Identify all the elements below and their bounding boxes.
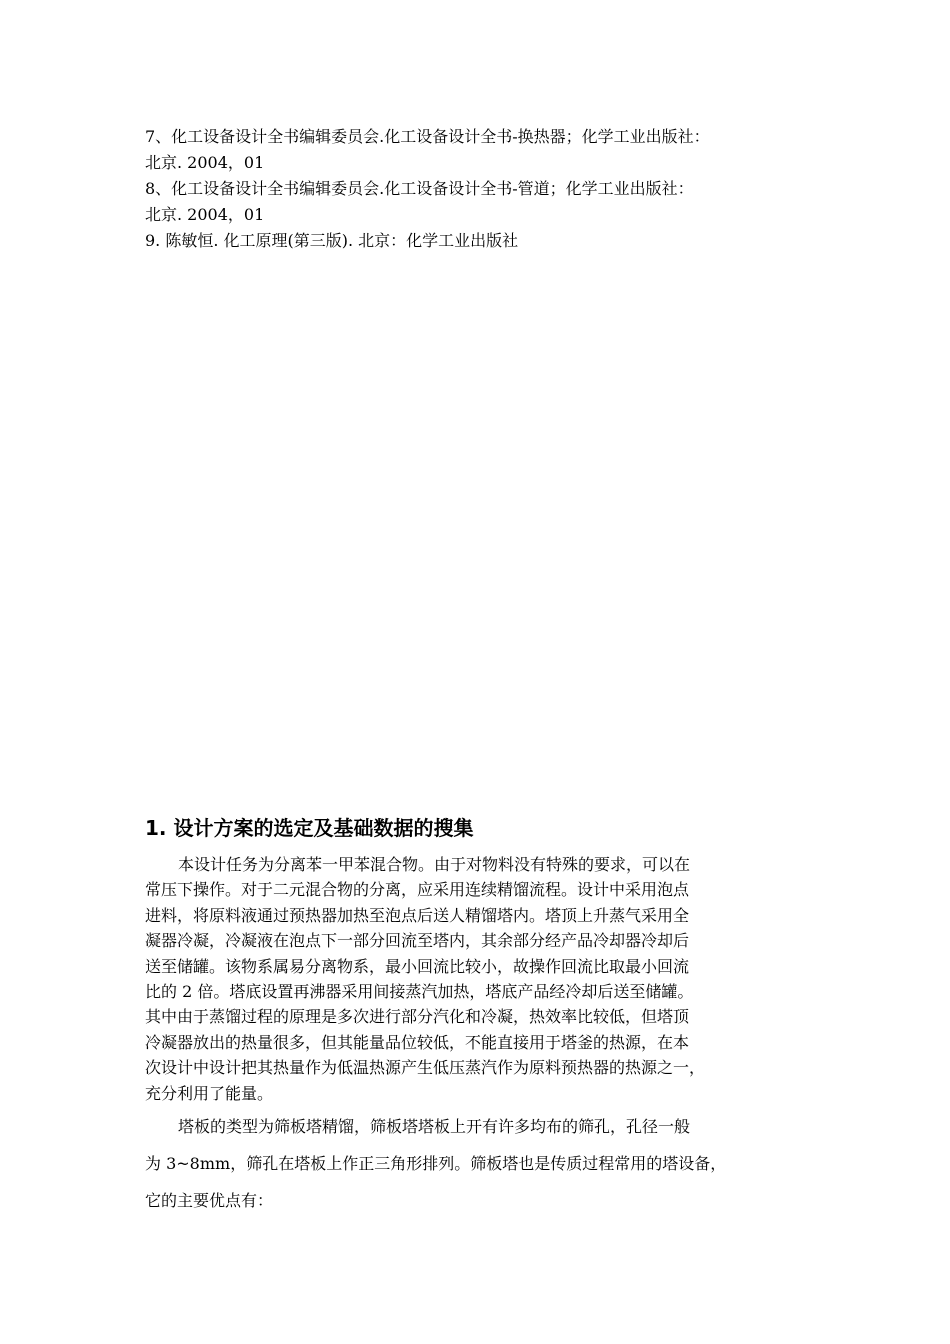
paragraph-process-description [145,852,825,1106]
paragraph-sieve-tray [145,1108,825,1219]
reference-list [145,124,825,254]
paragraph-line: 比的 2 倍。塔底设置再沸器采用间接蒸汽加热，塔底产品经冷却后送至储罐。 [145,981,694,1001]
section-heading: 1. 设计方案的选定及基础数据的搜集 [145,816,474,840]
paragraph-line: 常压下操作。对于二元混合物的分离，应采用连续精馏流程。设计中采用泡点 [145,880,690,900]
paragraph-line: 凝器冷凝，冷凝液在泡点下一部分回流至塔内，其余部分经产品冷却器冷却后 [145,931,690,951]
paragraph-line: 塔板的类型为筛板塔精馏，筛板塔塔板上开有许多均布的筛孔，孔径一般 [178,1116,691,1136]
reference-line: 8、化工设备设计全书编辑委员会.化工设备设计全书-管道；化学工业出版社： [145,179,694,198]
paragraph-line: 进料，将原料液通过预热器加热至泡点后送人精馏塔内。塔顶上升蒸气采用全 [145,905,690,925]
paragraph-line: 充分利用了能量。 [145,1083,274,1103]
paragraph-line: 送至储罐。该物系属易分离物系，最小回流比较小，故操作回流比取最小回流 [145,956,690,976]
paragraph-line: 为 3~8mm，筛孔在塔板上作正三角形排列。筛板塔也是传质过程常用的塔设备， [145,1153,727,1173]
paragraph-line: 其中由于蒸馏过程的原理是多次进行部分汽化和冷凝，热效率比较低，但塔顶 [145,1007,690,1027]
reference-line: 北京. 2004，01 [145,153,265,172]
reference-line: 7、化工设备设计全书编辑委员会.化工设备设计全书-换热器；化学工业出版社： [145,127,710,146]
section-design-scheme [145,812,825,1219]
paragraph-line: 本设计任务为分离苯一甲苯混合物。由于对物料没有特殊的要求，可以在 [178,855,691,874]
reference-line: 北京. 2004，01 [145,205,265,224]
paragraph-line: 冷凝器放出的热量很多，但其能量品位较低，不能直接用于塔釜的热源，在本 [145,1032,690,1052]
paragraph-line: 它的主要优点有： [145,1190,274,1210]
reference-line: 9. 陈敏恒. 化工原理(第三版). 北京：化学工业出版社 [145,231,519,250]
paragraph-line: 次设计中设计把其热量作为低温热源产生低压蒸汽作为原料预热器的热源之一， [145,1058,706,1078]
